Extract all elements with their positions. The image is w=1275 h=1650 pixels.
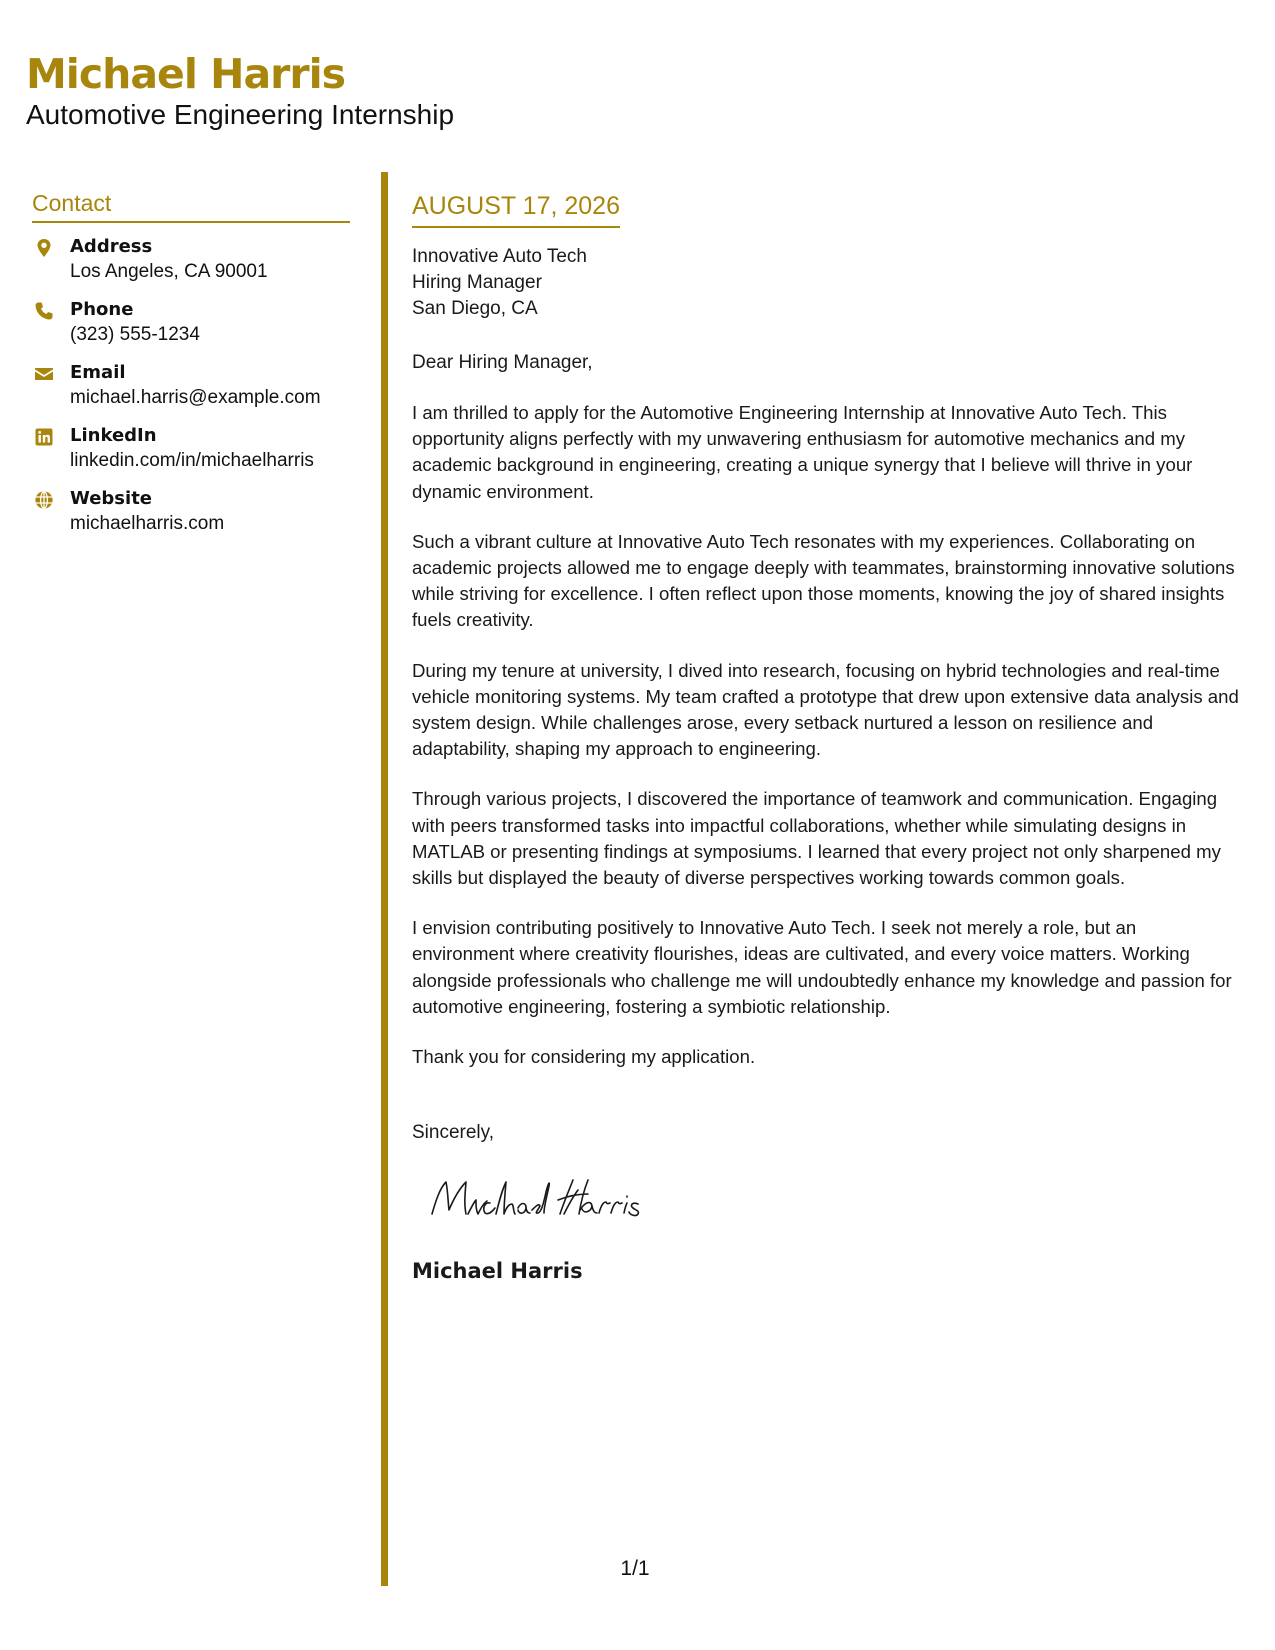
- website-label: Website: [70, 488, 153, 509]
- envelope-icon: [34, 364, 54, 384]
- contact-list: [32, 235, 350, 550]
- letter-paragraph: Such a vibrant culture at Innovative Auto Tech resonates with my experiences. Collaborating on academic projects allowed me to engage deeply with teammates, brainstorming innovative solutions while striving for excellence. I often reflect upon those moments, knowing the joy of shared insights fuels creativity.: [412, 530, 1235, 631]
- contact-item-email: [32, 361, 350, 424]
- signer-name: Michael Harris: [412, 1259, 583, 1284]
- contact-heading: Contact: [32, 188, 350, 223]
- globe-icon: [34, 490, 54, 510]
- page-number: 1/1: [620, 1557, 650, 1580]
- closing: Sincerely,: [412, 1122, 495, 1144]
- letter-paragraph: Through various projects, I discovered the importance of teamwork and communication. Engaging with peers transformed tasks into impactful collaborations, whether while simulating designs in MATLAB or presenting findings at symposiums. I learned that every project not only sharpened my skills but displayed the beauty of diverse perspectives working towards common goals.: [412, 788, 1221, 889]
- recipient-location: San Diego, CA: [412, 298, 538, 319]
- letter-body: [412, 190, 1242, 1285]
- address-value: Los Angeles, CA 90001: [70, 261, 268, 282]
- phone-label: Phone: [70, 299, 134, 320]
- applicant-name: Michael Harris: [26, 50, 346, 98]
- address-label: Address: [70, 236, 153, 257]
- applied-role: Automotive Engineering Internship: [26, 99, 455, 130]
- linkedin-icon: [34, 427, 54, 447]
- location-pin-icon: [34, 238, 54, 258]
- letter-date: AUGUST 17, 2026: [412, 190, 620, 228]
- letter-paragraph: I am thrilled to apply for the Automotive Engineering Internship at Innovative Auto Tech. This opportunity aligns perfectly with my unwavering enthusiasm for automotive mechanics and my academic background in engineering, creating a unique synergy that I believe will thrive in your dynamic environment.: [412, 402, 1193, 502]
- contact-item-linkedin: [32, 424, 350, 487]
- letter-paragraph: During my tenure at university, I dived into research, focusing on hybrid technologies and real-time vehicle monitoring systems. My team crafted a prototype that drew upon extensive data analysis and system design. While challenges arose, every setback nurtured a lesson on resilience and adaptability, shaping my approach to engineering.: [412, 659, 1239, 760]
- contact-sidebar: [32, 188, 350, 550]
- recipient-company: Innovative Auto Tech: [412, 246, 587, 267]
- handwritten-signature: [418, 1170, 678, 1230]
- linkedin-label: LinkedIn: [70, 425, 157, 446]
- vertical-divider: [381, 172, 388, 1586]
- linkedin-value: linkedin.com/in/michaelharris: [70, 450, 314, 471]
- phone-value: (323) 555-1234: [70, 324, 200, 345]
- contact-item-phone: [32, 298, 350, 361]
- phone-icon: [34, 301, 54, 321]
- letter-paragraph: I envision contributing positively to Innovative Auto Tech. I seek not merely a role, but an environment where creativity flourishes, ideas are cultivated, and every voice matters. Working alongside professionals who challenge me will undoubtedly enhance my knowledge and passion for automotive engineering, fostering a symbiotic relationship.: [412, 917, 1232, 1017]
- letter-paragraph: Thank you for considering my application.: [412, 1046, 756, 1068]
- website-value: michaelharris.com: [70, 513, 225, 534]
- contact-item-website: [32, 487, 350, 550]
- recipient-block: [412, 244, 1242, 322]
- contact-item-address: [32, 235, 350, 298]
- recipient-title: Hiring Manager: [412, 272, 542, 293]
- salutation: Dear Hiring Manager,: [412, 352, 593, 373]
- email-value: michael.harris@example.com: [70, 387, 321, 408]
- email-label: Email: [70, 362, 126, 383]
